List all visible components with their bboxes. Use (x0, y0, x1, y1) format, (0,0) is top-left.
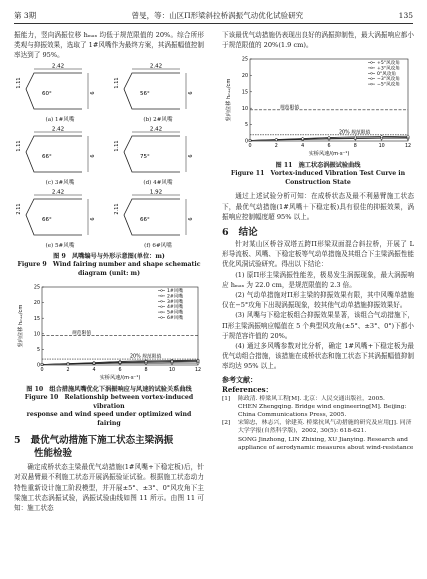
data-point (275, 139, 277, 141)
data-point (302, 138, 304, 140)
reference-line-label: 规范限值 (280, 105, 300, 111)
fairing-label: (d) 4#风嘴 (143, 180, 173, 187)
reference-number (222, 403, 234, 419)
dimension-height: 6 (90, 154, 96, 158)
section-title: 最优气动措施下施工状态主梁涡振 (30, 435, 174, 447)
legend-entry: −5°风攻角 (377, 83, 400, 89)
paragraph: 下该最优气动措施仍表现出良好的涡振抑制性，最大涡振响应都小于规范限值的 20%(1.9 cm)。 (222, 31, 414, 50)
y-tick-label: 20 (241, 74, 248, 80)
fairing-diagram (14, 126, 106, 176)
legend-marker (371, 78, 373, 80)
data-point (407, 136, 409, 138)
header-issue: 第 3期 (14, 11, 37, 20)
dimension-width: 1.92 (149, 189, 163, 196)
fairing-panel (112, 126, 204, 187)
y-axis-label: 竖向位移 hₘₐₓ/cm (18, 304, 24, 348)
reference-item (222, 419, 414, 435)
figure-11-caption-en-2: Construction State (285, 178, 351, 186)
fairing-angle: 60° (42, 90, 52, 97)
paragraph: 振能力，竖向涡振位移 hₘₐₓ 均低于规范限值的 20%。综合所形类观与抑振效果，选取了 1#风嘴作为最终方案，其涡振幅值控制率达到了 95%。 (14, 31, 204, 60)
left-column (14, 30, 204, 513)
data-point (354, 136, 356, 138)
reference-text: 陈政清. 桥梁风工程[M]. 北京：人民交通出版社，2005. (238, 395, 385, 402)
fairing-outline (26, 73, 82, 109)
fairing-outline (124, 199, 180, 235)
running-header (14, 10, 413, 24)
reference-text: CHEN Zhengqing. Bridge wind engineering[M]. Beijing: China Communications Press, 2005. (238, 403, 407, 419)
section-number: 6 (222, 227, 229, 239)
section-5-heading (14, 434, 204, 460)
x-tick-label: 2 (66, 368, 70, 374)
y-tick-label: 0 (36, 363, 40, 369)
figure-10-caption-cn: 图 10 组合措施风嘴优化下涡振响应与风速的试验关系曲线 (26, 386, 192, 394)
y-tick-label: 5 (244, 123, 248, 129)
legend-marker (161, 311, 163, 313)
x-tick-label: 12 (194, 368, 202, 374)
legend-marker (161, 295, 163, 297)
reference-item (222, 403, 414, 419)
fairing-label: (f) 6#风嘴 (144, 243, 172, 250)
conclusion-3: (3) 风嘴与下稳定板组合抑振效果显著，该组合气动措施下，Π形主梁涡振响应幅值在 5 个典型风攻角(±5°、±3°、0°)下都小于规范容许值的 20%。 (222, 311, 414, 340)
fairing-panel (14, 63, 106, 124)
fairing-outline (26, 136, 82, 172)
reference-line-label: 20% 规范限值 (339, 130, 371, 136)
reference-number: [2] (222, 420, 231, 427)
legend-marker (371, 67, 373, 69)
figure-11-caption-cn: 图 11 施工状态涡振试验曲线 (275, 162, 361, 170)
figure-11-caption-en: Figure 11 Vortex-induced Vibration Test Curve in (230, 170, 406, 178)
legend-entry: 3#风嘴 (167, 300, 183, 306)
dimension-upper: 1.11 (114, 77, 120, 89)
data-point (41, 364, 43, 366)
paragraph: 通过上述试验分析可知：在成桥状态及最不利悬臂施工状态下，最优气动措施(1#风嘴＋下稳定板)具有很佳的抑振效果，涡振响应控制幅度超 95% 以上。 (222, 192, 414, 221)
fairing-label: (e) 5#风嘴 (45, 243, 75, 250)
figure-9-caption-en-2: diagram (unit: m) (77, 269, 141, 277)
dimension-height: 6 (90, 91, 96, 95)
data-point (328, 137, 330, 139)
fairing-diagram (14, 189, 106, 239)
y-tick-label: 0 (244, 140, 248, 146)
y-tick-label: 15 (33, 317, 40, 323)
x-axis-label: 实桥风速/(m·s⁻¹) (99, 375, 141, 382)
x-tick-label: 4 (301, 144, 305, 150)
reference-number: [1] (222, 395, 231, 402)
dimension-upper: 1.11 (16, 140, 22, 152)
section-number: 5 (14, 435, 21, 447)
x-tick-label: 8 (353, 144, 357, 150)
y-axis-label: 竖向位移 hₘₐₓ/cm (226, 78, 232, 122)
fairing-label: (b) 2#风嘴 (143, 116, 173, 123)
fairing-outline (124, 136, 180, 172)
figure-10-chart (14, 281, 204, 385)
dimension-height: 6 (188, 217, 194, 221)
dimension-upper: 2.11 (16, 203, 22, 215)
section-title-cont: 性能检验 (34, 448, 73, 460)
references-title-cn: 参考文献： (222, 374, 257, 384)
figure-9-caption-en: Figure 9 Wind fairing number and shape schematic (17, 261, 201, 269)
legend-entry: 2#风嘴 (167, 294, 183, 300)
legend-marker (161, 317, 163, 319)
legend-entry: −3°风攻角 (377, 77, 400, 83)
legend-marker (371, 62, 373, 64)
figure-10-caption-en: Figure 10 Relationship between vortex-induced vibration (24, 394, 194, 410)
fairing-label: (c) 3#风嘴 (45, 180, 75, 187)
paragraph: 针对某山区桥谷双塔五跨Π形梁双面混合斜拉桥，开展了 L 形导流板、风嘴、下稳定板等气动单措施及其组合下主梁涡振性能优化风洞试验研究。得出以下结论： (222, 240, 414, 269)
reference-text: SONG Jinzhong, LIN Zhixing, XU Jianying. Research and appliance of aerodynamic measures about wind-resistance (238, 436, 414, 451)
y-tick-label: 5 (36, 348, 40, 354)
dimension-upper: 1.11 (16, 77, 22, 89)
x-tick-label: 6 (327, 144, 331, 150)
legend-entry: +3°风攻角 (377, 66, 400, 72)
dimension-height: 6 (90, 217, 96, 221)
dimension-upper: 2.11 (114, 203, 120, 215)
x-tick-label: 0 (40, 368, 44, 374)
reference-text: 宋锦忠，林志兴，徐建英. 桥梁抗风气动措施的研究及应用[J]. 同济大学学报(自然科学版)，2002, 30(5): 618-621. (238, 420, 412, 435)
dimension-height: 6 (188, 91, 194, 95)
y-tick-label: 10 (241, 107, 248, 113)
legend-marker (371, 73, 373, 75)
legend-marker (161, 306, 163, 308)
dimension-upper: 1.11 (114, 140, 120, 152)
section-title: 结论 (238, 227, 258, 239)
paragraph: 确定成桥状态主梁最优气动措施(1#风嘴+下稳定板)后，针对双悬臂最不利施工状态开展涡振验证试验。根据施工状态动力特性重新设计施工阶段模型，并开展±5°、±3°、0°风攻角下主梁施工状态涡振试验，涡振试验曲线如图 11 所示。由图 11 可知：施工状态 (14, 463, 204, 513)
legend-entry: 5#风嘴 (167, 310, 183, 316)
data-point (67, 363, 69, 365)
x-tick-label: 8 (144, 368, 148, 374)
fairing-label: (a) 1#风嘴 (45, 116, 75, 123)
data-point (119, 361, 121, 363)
legend-entry: 4#风嘴 (167, 305, 183, 311)
fairing-panel (112, 189, 204, 250)
section-6-heading (222, 226, 414, 239)
dimension-width: 2.42 (51, 189, 65, 196)
figure-10-caption-en-2: response and wind speed under optimized wind fairing (26, 411, 192, 427)
dimension-height: 6 (188, 154, 194, 158)
figure-9-caption-cn: 图 9 风嘴编号与外形示意图(单位：m) (53, 253, 165, 261)
x-tick-label: 10 (168, 368, 176, 374)
data-point (171, 360, 173, 362)
reference-number (222, 436, 234, 452)
x-tick-label: 10 (378, 144, 385, 150)
fairing-panel (14, 126, 106, 187)
data-point (249, 140, 251, 142)
legend-entry: 1#风嘴 (167, 289, 183, 295)
fairing-outline (26, 199, 82, 235)
x-axis-label: 实桥风速/(m·s⁻¹) (308, 151, 350, 158)
data-point (93, 362, 95, 364)
references-title-en: References： (222, 384, 273, 394)
fairing-diagram (14, 63, 106, 113)
fairing-angle: 66° (42, 217, 52, 224)
conclusion-4: (4) 通过多风嘴参数对比分析，确定 1#风嘴+下稳定板为最优气动组合措施，该措施在成桥状态和施工状态下其涡振幅值抑制率均达 95% 以上。 (222, 342, 414, 371)
dimension-width: 2.42 (149, 63, 163, 70)
fairing-diagram (112, 189, 204, 239)
data-point (197, 360, 199, 362)
header-page-number: 135 (398, 11, 413, 20)
y-tick-label: 10 (33, 332, 40, 338)
x-tick-label: 12 (404, 144, 412, 150)
figure-11-chart (222, 53, 414, 161)
x-tick-label: 4 (92, 368, 96, 374)
y-tick-label: 15 (241, 90, 248, 96)
y-tick-label: 20 (33, 301, 40, 307)
data-point (145, 361, 147, 363)
x-tick-label: 0 (248, 144, 252, 150)
conclusion-1: (1) 原Π形主梁涡振性能差，极易发生涡振现象，最大涡振响应 hₘₐₓ 为 22.0 cm，是规范限值的 2.3 倍。 (222, 270, 414, 289)
y-tick-label: 25 (33, 285, 40, 291)
legend-entry: +5°风攻角 (377, 61, 400, 67)
legend-marker (161, 290, 163, 292)
legend-marker (161, 301, 163, 303)
dimension-width: 2.42 (149, 126, 163, 133)
references-list (222, 395, 414, 452)
x-tick-label: 6 (118, 368, 122, 374)
data-point (381, 136, 383, 138)
dimension-width: 2.42 (51, 63, 65, 70)
legend-marker (371, 84, 373, 86)
x-tick-label: 2 (274, 144, 278, 150)
legend-entry: 0°风攻角 (377, 72, 397, 78)
fairing-angle: 66° (140, 217, 150, 224)
fairing-diagram (112, 63, 204, 113)
legend-entry: 6#风嘴 (167, 316, 183, 322)
reference-item (222, 395, 414, 403)
figure-9-panels (14, 63, 204, 251)
fairing-diagram (112, 126, 204, 176)
fairing-angle: 56° (140, 90, 150, 97)
fairing-panel (14, 189, 106, 250)
y-tick-label: 25 (241, 58, 248, 64)
reference-line-label: 20% 规范限值 (130, 354, 162, 360)
dimension-width: 2.42 (51, 126, 65, 133)
fairing-angle: 75° (140, 153, 150, 160)
right-column (222, 30, 414, 452)
fairing-angle: 66° (42, 153, 52, 160)
fairing-outline (124, 73, 180, 109)
reference-item (222, 436, 414, 452)
conclusion-2: (2) 气动单措施对Π形主梁的抑振效果有限，其中风嘴单措施仅在−5°攻角下出现涡振现象，较其他气动单措施抑振效果好。 (222, 291, 414, 310)
header-title: 曾旻，等：山区Π形梁斜拉桥涡振气动优化试验研究 (131, 11, 304, 20)
reference-line-label: 规范限值 (72, 331, 92, 337)
fairing-panel (112, 63, 204, 124)
